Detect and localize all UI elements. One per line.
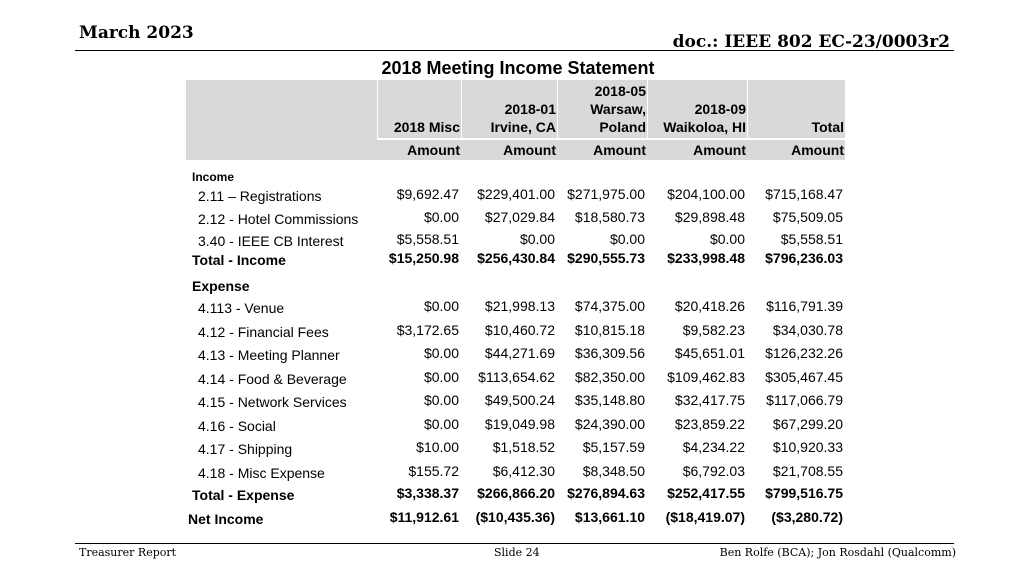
column-header-line: 2018 Misc [393, 119, 460, 135]
table-row [186, 369, 845, 391]
cell-value: $4,234.22 [682, 439, 745, 455]
cell-value: $109,462.83 [667, 368, 745, 385]
row-label: Total - Expense [192, 487, 295, 503]
cell-value: $19,049.98 [484, 415, 555, 432]
column-header-line: 2018-01 [504, 101, 556, 117]
table-row [186, 186, 845, 208]
cell-value: $799,516.75 [765, 485, 843, 501]
column-header [461, 80, 556, 138]
column-header-line: Poland [599, 119, 646, 135]
cell-value: $9,692.47 [396, 186, 459, 202]
cell-value: $20,418.26 [674, 298, 745, 314]
column-subheader-amount: Amount [593, 142, 646, 158]
cell-value: $34,030.78 [772, 321, 843, 338]
column-subheader-amount: Amount [503, 142, 556, 158]
cell-value: $117,066.79 [766, 392, 843, 408]
cell-value: $0.00 [423, 368, 459, 385]
cell-value: $5,558.51 [780, 231, 843, 247]
row-label: 4.16 - Social [198, 417, 276, 434]
row-label: Expense [192, 278, 250, 294]
cell-value: $3,338.37 [396, 485, 459, 501]
cell-value: $1,518.52 [492, 439, 555, 455]
column-subheader-amount: Amount [791, 142, 844, 158]
table-row [186, 463, 845, 485]
header-rule [75, 50, 954, 51]
cell-value: $75,509.05 [772, 208, 843, 225]
cell-value: $82,350.00 [574, 368, 645, 385]
column-header [747, 80, 844, 138]
cell-value: $32,417.75 [674, 392, 745, 408]
cell-value: $155.72 [408, 462, 459, 479]
cell-value: $233,998.48 [667, 250, 745, 266]
footer-slide-number: Slide 24 [494, 546, 540, 559]
cell-value: $113,654.62 [478, 368, 555, 385]
section-heading-expense [186, 276, 845, 298]
table-row [186, 209, 845, 231]
row-label: 4.17 - Shipping [198, 441, 293, 457]
cell-value: $0.00 [423, 208, 459, 225]
row-label: 4.12 - Financial Fees [198, 323, 329, 340]
header-band-left [186, 80, 377, 160]
cell-value: $3,172.65 [396, 321, 459, 338]
cell-value: $276,894.63 [567, 485, 645, 501]
row-label: Total - Income [192, 252, 286, 268]
table-row [186, 392, 845, 414]
cell-value: $10,920.33 [772, 439, 843, 455]
row-label: Net Income [188, 511, 264, 527]
total-income-row [186, 250, 845, 272]
cell-value: $8,348.50 [582, 462, 645, 479]
row-label: 3.40 - IEEE CB Interest [198, 233, 344, 249]
cell-value: $21,708.55 [772, 462, 843, 479]
footer-right: Ben Rolfe (BCA); Jon Rosdahl (Qualcomm) [719, 546, 956, 559]
cell-value: $271,975.00 [567, 186, 645, 202]
column-header-line: Warsaw, [590, 101, 646, 117]
cell-value: $5,157.59 [582, 439, 645, 455]
cell-value: $126,232.26 [765, 345, 843, 361]
row-label: Income [192, 170, 235, 184]
cell-value: $0.00 [423, 345, 459, 361]
cell-value: $229,401.00 [477, 186, 555, 202]
row-label: 4.18 - Misc Expense [198, 464, 325, 481]
cell-value: $6,792.03 [682, 462, 745, 479]
cell-value: ($3,280.72) [771, 509, 843, 525]
cell-value: ($10,435.36) [475, 509, 555, 525]
cell-value: $0.00 [423, 298, 459, 314]
cell-value: $27,029.84 [484, 208, 555, 225]
column-header-line: Irvine, CA [490, 119, 556, 135]
row-label: 4.13 - Meeting Planner [198, 347, 340, 363]
row-label: 4.113 - Venue [198, 300, 285, 316]
column-subheader-amount: Amount [407, 142, 460, 158]
cell-value: $116,791.39 [766, 298, 843, 314]
table-row [186, 345, 845, 367]
row-label: 2.11 – Registrations [198, 188, 322, 204]
cell-value: $9,582.23 [682, 321, 745, 338]
cell-value: $21,998.13 [484, 298, 555, 314]
cell-value: $266,866.20 [477, 485, 555, 501]
cell-value: $0.00 [519, 231, 555, 247]
cell-value: $13,661.10 [574, 509, 645, 525]
cell-value: $204,100.00 [667, 186, 745, 202]
column-header-line: 2018-05 [594, 83, 646, 99]
cell-value: $0.00 [423, 392, 459, 408]
cell-value: $796,236.03 [765, 250, 843, 266]
column-header [377, 80, 460, 138]
cell-value: $44,271.69 [484, 345, 555, 361]
cell-value: $715,168.47 [765, 186, 843, 202]
column-header-line: 2018-09 [694, 101, 746, 117]
page-title: 2018 Meeting Income Statement [381, 58, 655, 78]
footer-rule [75, 543, 954, 544]
column-header [557, 80, 646, 138]
cell-value: $5,558.51 [396, 231, 459, 247]
cell-value: $67,299.20 [772, 415, 843, 432]
cell-value: $6,412.30 [492, 462, 555, 479]
column-header-line: Total [811, 119, 844, 135]
cell-value: $74,375.00 [574, 298, 645, 314]
cell-value: $0.00 [709, 231, 745, 247]
cell-value: $0.00 [423, 415, 459, 432]
cell-value: $290,555.73 [567, 250, 645, 266]
cell-value: $49,500.24 [484, 392, 555, 408]
footer-left: Treasurer Report [79, 546, 177, 559]
cell-value: $29,898.48 [674, 208, 745, 225]
cell-value: $10,815.18 [574, 321, 645, 338]
cell-value: $45,651.01 [674, 345, 745, 361]
cell-value: $11,912.61 [389, 509, 459, 525]
cell-value: $15,250.98 [388, 250, 459, 266]
header-doc-number: doc.: IEEE 802 EC-23/0003r2 [672, 32, 950, 52]
cell-value: $10.00 [416, 439, 459, 455]
cell-value: $18,580.73 [574, 208, 645, 225]
cell-value: $0.00 [609, 231, 645, 247]
column-header [647, 80, 746, 138]
table-row [186, 322, 845, 344]
header-date: March 2023 [79, 23, 194, 43]
cell-value: $36,309.56 [574, 345, 645, 361]
table-row [186, 416, 845, 438]
cell-value: $23,859.22 [674, 415, 745, 432]
net-income-row [186, 509, 845, 531]
table-row [186, 439, 845, 461]
cell-value: $24,390.00 [574, 415, 645, 432]
cell-value: $35,148.80 [574, 392, 645, 408]
row-label: 4.14 - Food & Beverage [198, 370, 347, 387]
table-row [186, 298, 845, 320]
column-subheader-amount: Amount [693, 142, 746, 158]
cell-value: ($18,419.07) [665, 509, 745, 525]
total-expense-row [186, 485, 845, 507]
cell-value: $252,417.55 [667, 485, 745, 501]
cell-value: $10,460.72 [484, 321, 555, 338]
cell-value: $305,467.45 [765, 368, 843, 385]
row-label: 4.15 - Network Services [198, 394, 347, 410]
row-label: 2.12 - Hotel Commissions [198, 210, 359, 227]
column-header-line: Waikoloa, HI [663, 119, 746, 135]
cell-value: $256,430.84 [477, 250, 555, 266]
